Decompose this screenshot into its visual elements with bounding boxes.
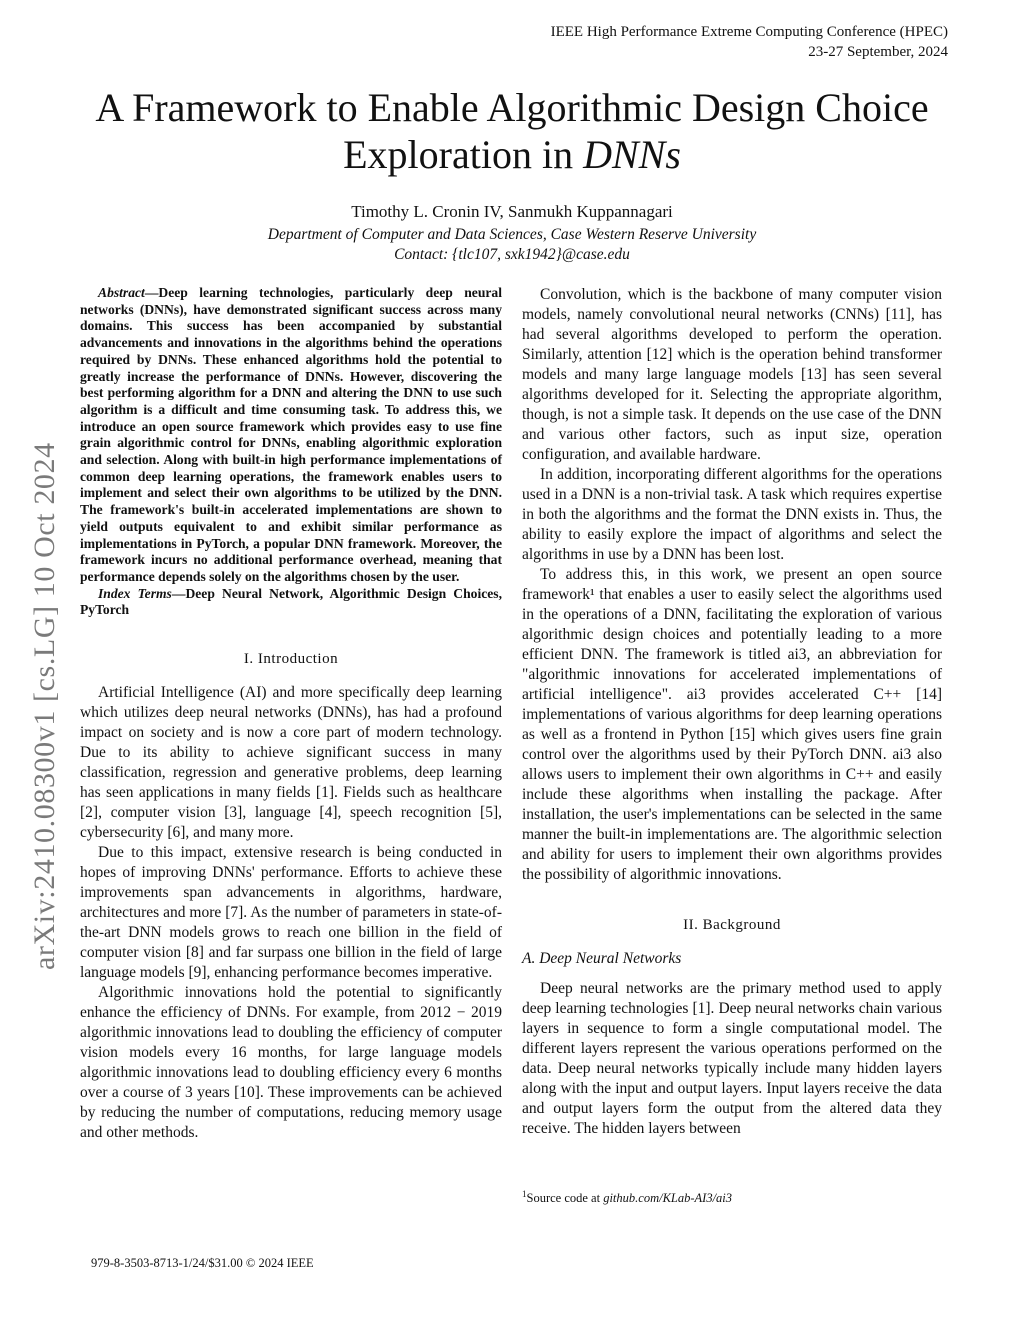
intro-paragraph-3: Algorithmic innovations hold the potential to significantly enhance the efficiency of DNNs. For example, from 2012 − 2019 algorithmic innovations lead to doubling the efficiency of computer vision models every 16 months, for large language models algorithmic innovations lead to doubling efficiency every 6 months over a course of 3 years [10]. These improvements can be achieved by reducing the number of computations, reducing memory usage and other methods.: [80, 984, 502, 1142]
arxiv-stamp: arXiv:2410.08300v1 [cs.LG] 10 Oct 2024: [28, 442, 61, 970]
abstract-text: Deep learning technologies, particularly deep neural networks (DNNs), have demonstrated significant success across many domains. This success has been accompanied by substantial advancements and innovations in the algorithms behind the operations required by DNNs. These enhanced algorithms hold the potential to greatly increase the performance of DNNs. However, discovering the best performing algorithm for a DNN and altering the DNN to use such algorithm is a difficult and time consuming task. To address this, we introduce an open source framework which provides easy to use fine grain algorithmic control for DNNs, enabling algorithmic exploration and selection. Along with built-in high performance implementations of common deep learning operations, the framework enables users to implement and select their own algorithms to be utilized by the DNN. The framework's built-in accelerated implementations are shown to yield outputs equivalent to and exhibit similar performance as implementations in PyTorch, a popular DNN framework. Moreover, the framework incurs no additional performance overhead, meaning that performance depends solely on the algorithms chosen by the user.: [80, 285, 502, 584]
conference-header: [551, 22, 948, 62]
affiliation: Department of Computer and Data Sciences, Case Western Reserve University: [267, 226, 757, 243]
conference-name: IEEE High Performance Extreme Computing Conference (HPEC): [550, 24, 948, 40]
background-paragraph-1: Deep neural networks are the primary method used to apply deep learning technologies [1]. Deep neural networks chain various layers in sequence to form a single computational model. The different layers represent the various operations performed on the data. Deep neural networks typically include many hidden layers along with the input and output layers. Input layers receive the data and output layers form the output from the altered data they receive. The hidden layers between: [522, 980, 942, 1137]
index-terms-text: Deep Neural Network, Algorithmic Design Choices, PyTorch: [80, 585, 502, 618]
abstract-label: Abstract: [98, 285, 145, 300]
intro-paragraph-5: In addition, incorporating different algorithms for the operations used in a DNN is a non-trivial task. A task which requires expertise in both the algorithms and the format the DNN exists in. Thus, the ability to easily explore the impact of algorithms and select the algorithms in use by a DNN has been lost.: [522, 466, 942, 563]
footnote: [522, 1186, 942, 1206]
authors: Timothy L. Cronin IV, Sanmukh Kuppannagari: [351, 202, 673, 221]
intro-paragraph-2: Due to this impact, extensive research is being conducted in hopes of improving DNNs' performance. Efforts to achieve these improvements span advancements in algorithms, hardware, architectures and more [7]. As the number of parameters in state-of-the-art DNN models grows to reach one billion in the field of computer vision [8] and far surpass one billion in the field of large language models [9], enhancing performance becomes imperative.: [80, 844, 502, 982]
title-line1: A Framework to Enable Algorithmic Design Choice: [95, 85, 929, 130]
footnote-mark: 1: [522, 1189, 527, 1199]
abstract-dash: —: [144, 285, 159, 300]
index-terms-label: Index Terms: [98, 585, 172, 601]
intro-paragraph-6: To address this, in this work, we present an open source framework¹ that enables a user to easily select the algorithms used in the operations of a DNN, facilitating the exploration of various algorithmic design choices and potentially leading to a more efficient DNN. The framework is titled ai3, an abbreviation for "algorithmic innovations for accelerated implementations of artificial intelligence". ai3 provides accelerated C++ [14] implementations of various algorithms for deep learning operations as well as a frontend in Python [15] which gives users fine grain control over the algorithms used by their PyTorch DNN. ai3 also allows users to implement their own algorithms in C++ and easily include these algorithms when installing the package. After installation, the user's implementations can be selected in the same manner the built-in implementations are. The algorithmic selection and ability for users to implement their own algorithms provides the possibility of algorithmic innovations.: [522, 566, 942, 883]
subsection-dnn-heading: A. Deep Neural Networks: [522, 950, 682, 967]
title-line2: [80, 131, 944, 178]
right-column: [522, 285, 942, 1139]
footnote-text: Source code at: [526, 1191, 604, 1206]
index-terms-dash: —: [171, 585, 186, 601]
intro-paragraph-1: Artificial Intelligence (AI) and more specifically deep learning which utilizes deep neural networks (DNNs), has had a profound impact on society and is now a core part of modern technology. Due to its ability to achieve significant success in many classification, regression and generative problems, deep learning has seen applications in many fields [1]. Fields such as healthcare [2], computer vision [3], language [4], speech recognition [5], cybersecurity [6], and many more.: [80, 684, 502, 842]
paper-title: [80, 84, 944, 178]
title-line2-text: Exploration in: [343, 132, 584, 177]
intro-paragraph-4: Convolution, which is the backbone of many computer vision models, namely convolutional neural networks (CNNs) [11], has had several algorithms developed to perform the operation. Similarly, attention [12] which is the operation behind transformer models and many large language models [13] has seen several algorithms developed for it. Selecting the appropriate algorithm, though, is not a simple task. It depends on the use case of the DNN and various other factors, such as input size, operation configuration, and available hardware.: [522, 286, 942, 463]
copyright-notice: 979-8-3503-8713-1/24/$31.00 © 2024 IEEE: [91, 1256, 314, 1270]
index-terms: [80, 586, 502, 619]
footnote-link[interactable]: github.com/KLab-AI3/ai3: [603, 1191, 733, 1206]
title-line2-italic: DNNs: [583, 132, 681, 177]
abstract: [80, 285, 502, 586]
contact-emails: Contact: {tlc107, sxk1942}@case.edu: [394, 246, 630, 263]
section-background-heading: II. Background: [683, 917, 781, 933]
conference-dates: 23-27 September, 2024: [808, 44, 948, 60]
left-column: [80, 285, 502, 1143]
section-introduction-heading: I. Introduction: [243, 651, 339, 668]
